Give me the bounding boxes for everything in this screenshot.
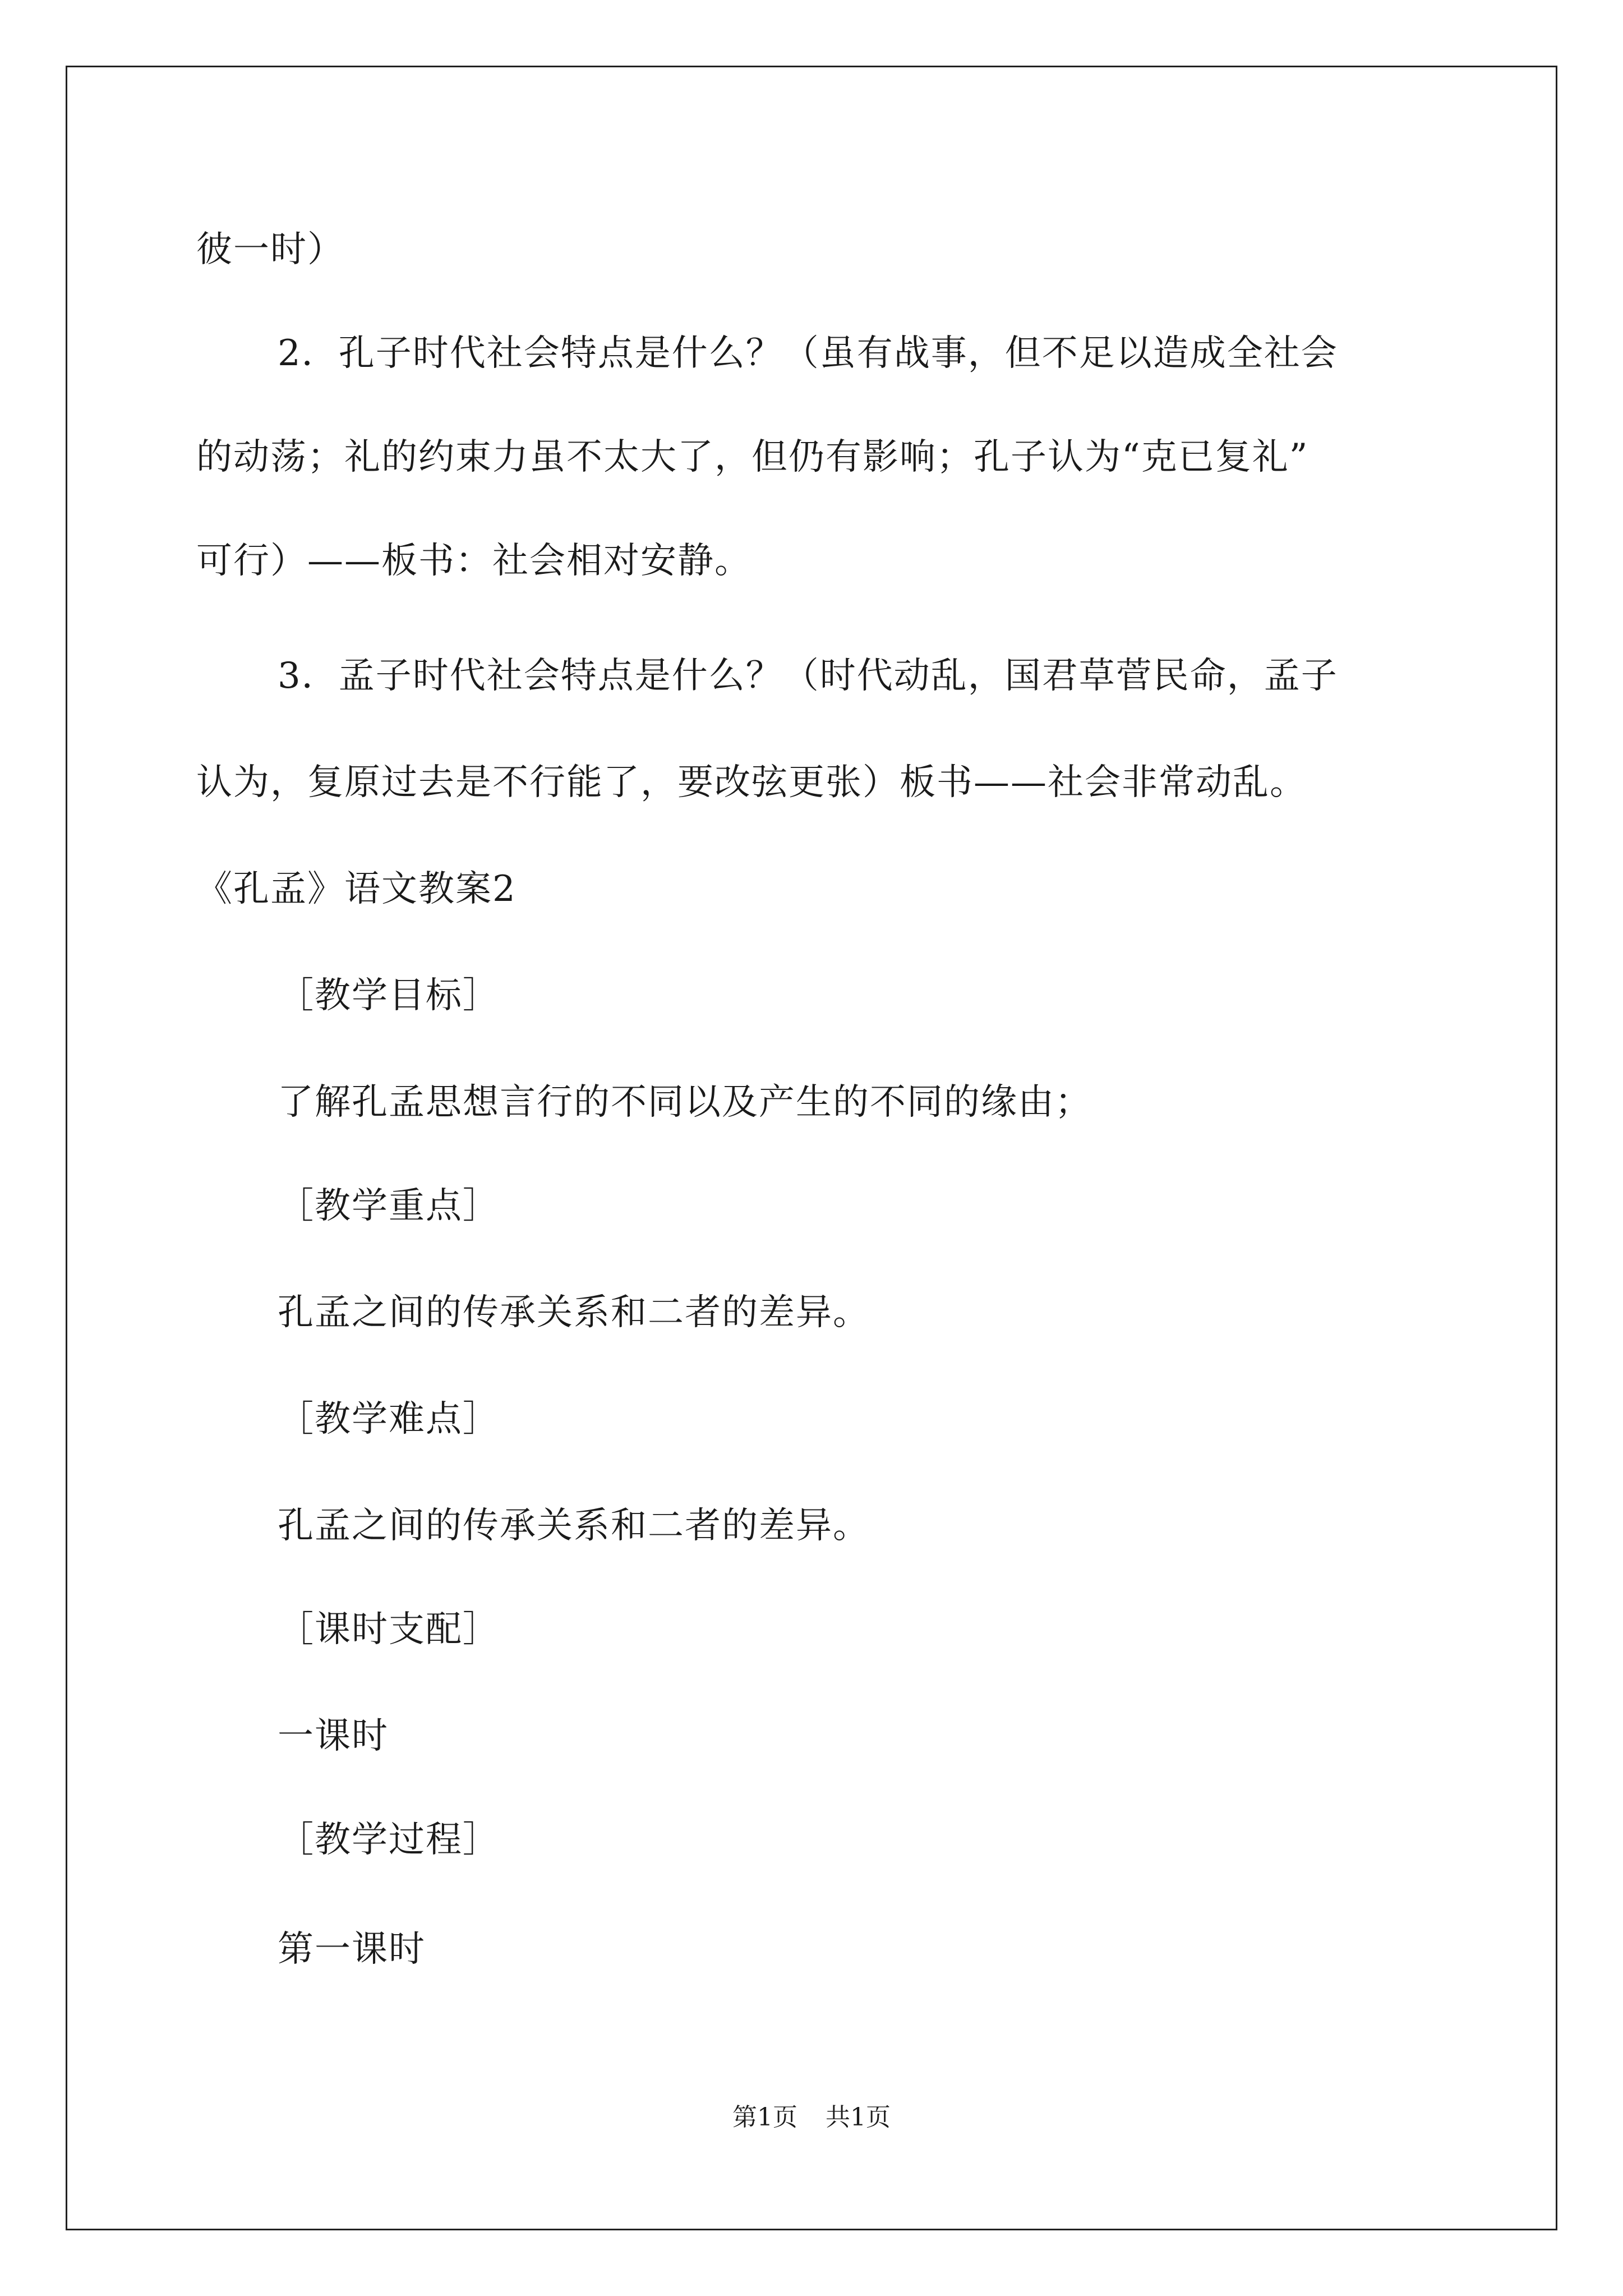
heading-teaching-focus: ［教学重点］ <box>278 1185 500 1227</box>
text-line-question-2-end: 可行）——板书：社会相对安静。 <box>196 540 751 582</box>
text-line-continuation: 彼一时） <box>196 229 344 270</box>
heading-teaching-difficulty: ［教学难点］ <box>278 1398 500 1440</box>
section-title: 《孔孟》语文教案2 <box>196 868 517 910</box>
text-teaching-focus: 孔孟之间的传承关系和二者的差异。 <box>278 1292 870 1333</box>
text-teaching-goals: 了解孔孟思想言行的不同以及产生的不同的缘由； <box>278 1082 1092 1123</box>
text-line-question-2: 2．孔子时代社会特点是什么？（虽有战事，但不足以造成全社会 <box>278 333 1338 374</box>
text-line-question-2-cont: 的动荡；礼的约束力虽不太大了，但仍有影响；孔子认为“克已复礼” <box>196 436 1309 478</box>
page-footer <box>0 2101 1623 2134</box>
page-number-total: 共1页 <box>826 2103 891 2132</box>
heading-teaching-goals: ［教学目标］ <box>278 975 500 1016</box>
text-first-class: 第一课时 <box>278 1929 426 1970</box>
page-frame <box>66 66 1557 2230</box>
page-number-current: 第1页 <box>732 2103 797 2132</box>
text-class-hours: 一课时 <box>278 1715 389 1757</box>
text-teaching-difficulty: 孔孟之间的传承关系和二者的差异。 <box>278 1505 870 1547</box>
heading-teaching-process: ［教学过程］ <box>278 1819 500 1861</box>
text-line-question-3-end: 认为，复原过去是不行能了，要改弦更张）板书——社会非常动乱。 <box>196 762 1307 803</box>
heading-class-hours: ［课时支配］ <box>278 1609 500 1650</box>
text-line-question-3: 3．孟子时代社会特点是什么？（时代动乱，国君草菅民命，孟子 <box>278 655 1338 697</box>
